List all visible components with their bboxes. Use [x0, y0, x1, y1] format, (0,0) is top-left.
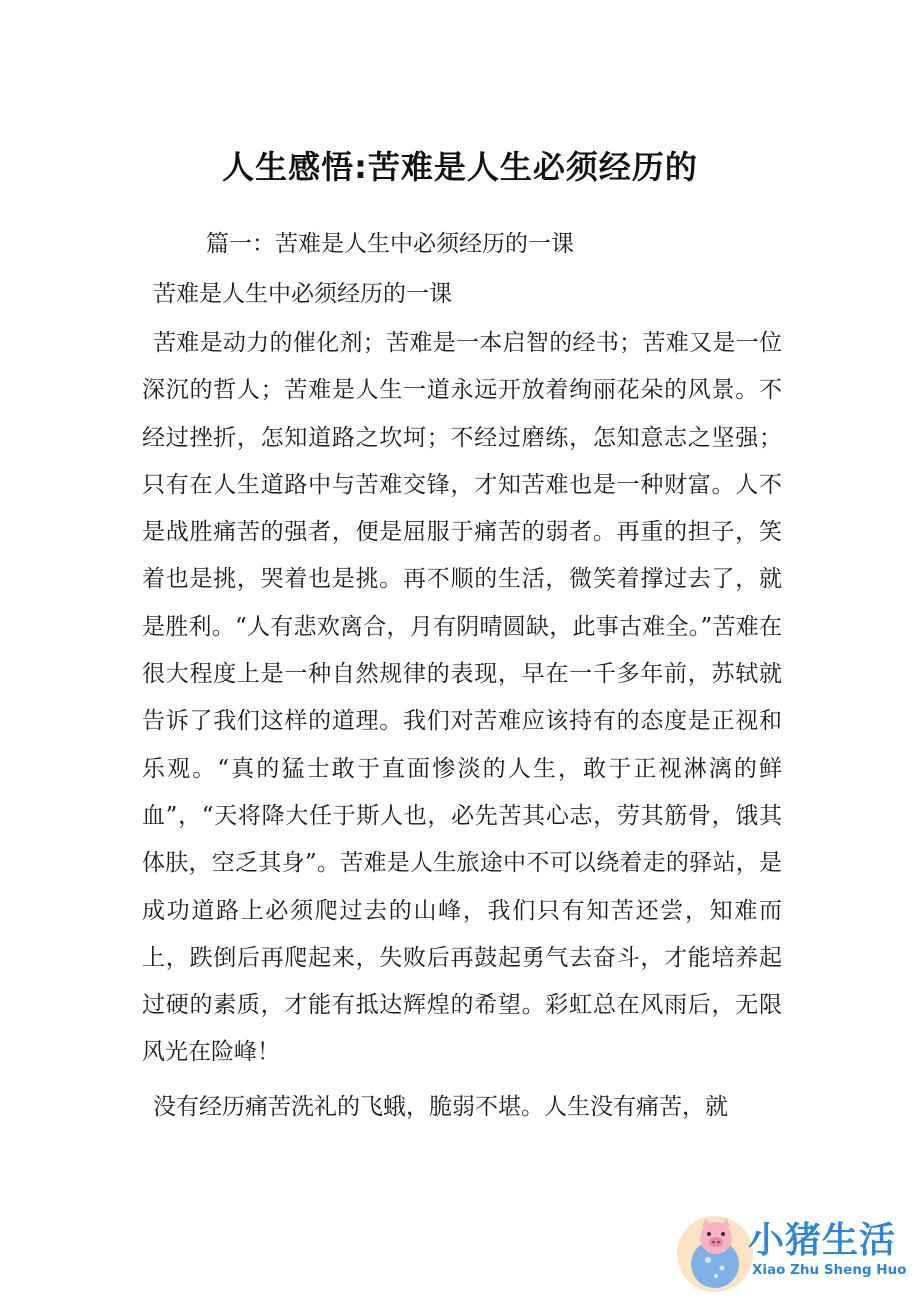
sub-heading: 苦难是人生中必须经历的一课 [153, 281, 452, 307]
pig-mascot-icon [672, 1208, 758, 1294]
document-title: 人生感悟:苦难是人生必须经历的 [222, 148, 698, 186]
document-body [142, 320, 782, 1131]
paragraph: 没有经历痛苦洗礼的飞蛾，脆弱不堪。人生没有痛苦，就 [153, 1093, 728, 1120]
watermark-logo [672, 1204, 912, 1296]
section-heading: 篇一：苦难是人生中必须经历的一课 [206, 231, 574, 257]
watermark-name-en: Xiao Zhu Sheng Huo [752, 1262, 907, 1278]
watermark-name-cn: 小猪生活 [748, 1220, 897, 1261]
paragraph: 苦难是动力的催化剂；苦难是一本启智的经书；苦难又是一位深沉的哲人；苦难是人生一道永远开放着绚丽花朵的风景。不经过挫折，怎知道路之坎坷；不经过磨练，怎知意志之坚强；只有在人生道路中与苦难交锋，才知苦难也是一种财富。人不是战胜痛苦的强者，便是屈服于痛苦的弱者。再重的担子，笑着也是挑，哭着也是挑。再不顺的生活，微笑着撑过去了，就是胜利。“人有悲欢离合，月有阴晴圆缺，此事古难全。”苦难在很大程度上是一种自然规律的表现，早在一千多年前，苏轼就告诉了我们这样的道理。我们对苦难应该持有的态度是正视和乐观。“真的猛士敢于直面惨淡的人生，敢于正视淋漓的鲜血”，“天将降大任于斯人也，必先苦其心志，劳其筋骨，饿其体肤，空乏其身”。苦难是人生旅途中不可以绕着走的驿站，是成功道路上必须爬过去的山峰，我们只有知苦还尝，知难而上，跌倒后再爬起来，失败后再鼓起勇气去奋斗，才能培养起过硬的素质，才能有抵达辉煌的希望。彩虹总在风雨后，无限风光在险峰！ [142, 330, 782, 1066]
